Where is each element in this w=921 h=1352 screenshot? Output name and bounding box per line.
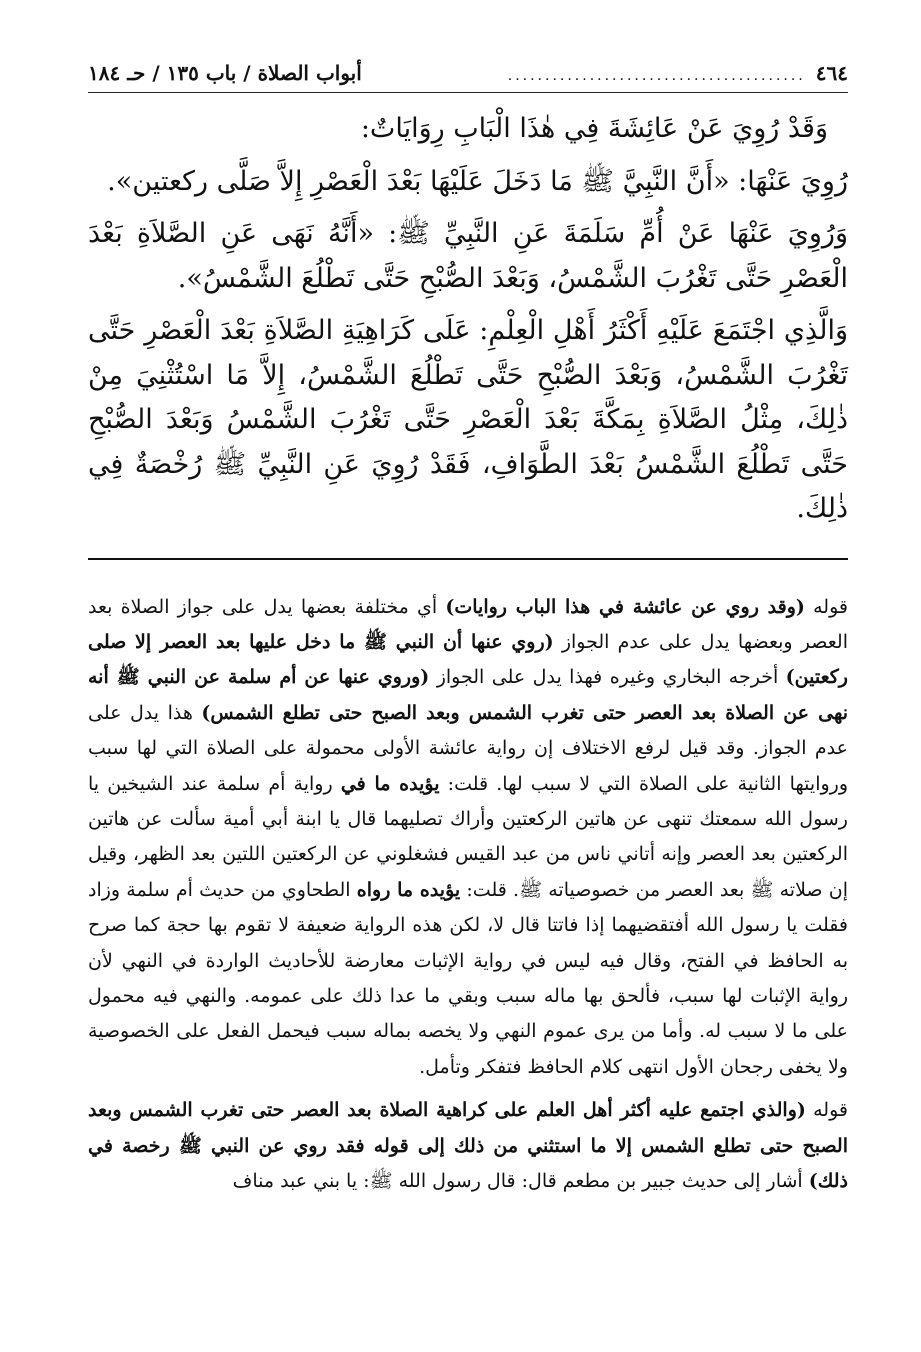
chapter-reference: أبواب الصلاة / باب ١٣٥ / حـ ١٨٤ bbox=[88, 61, 362, 85]
commentary-text: أشار إلى حديث جبير بن مطعم قال: قال رسول الله ﷺ: يا بني عبد مناف bbox=[232, 1170, 809, 1192]
quoted-phrase: (روي عنها أن النبي ﷺ ما دخل عليها بعد العصر إلا صلى ركعتين) bbox=[88, 630, 848, 689]
quoted-phrase: (والذي اجتمع عليه أكثر أهل العلم على كراهية الصلاة بعد العصر حتى تغرب الشمس وبعد الصبح حتى تطلع الشمس إلا ما استثني من ذلك إلى قوله فقد روي عن النبي ﷺ رخصة في ذلك) bbox=[88, 1099, 848, 1192]
commentary-paragraph bbox=[88, 590, 848, 1086]
main-text-paragraph: وَالَّذِي اجْتَمَعَ عَلَيْهِ أَكْثَرُ أَهْلِ الْعِلْمِ: عَلَى كَرَاهِيَةِ الصَّلاَةِ بَعْدَ الْعَصْرِ حَتَّى تَغْرُبَ الشَّمْسُ، وَبَعْدَ الصُّبْحِ حَتَّى تَطْلُعَ الشَّمْسُ، إِلاَّ مَا اسْتُثْنِيَ مِنْ ذٰلِكَ، مِثْلُ الصَّلاَةِ بِمَكَّةَ بَعْدَ الْعَصْرِ حَتَّى تَغْرُبَ الشَّمْسُ وَبَعْدَ الصُّبْحِ حَتَّى تَطْلُعَ الشَّمْسُ بَعْدَ الطَّوَافِ، فَقَدْ رُوِيَ عَنِ النَّبِيِّ ﷺ رُخْصَةٌ فِي ذٰلِكَ. bbox=[88, 315, 848, 524]
commentary-text: رواية أم سلمة عند الشيخين يا رسول الله سمعتك تنهى عن هاتين الركعتين وأراك تصليهما قال يا ابنة أبي أمية سألت عن هاتين الركعتين بعد العصر وإنه أتاني ناس من عبد القيس فشغلوني عن الركعتين اللتين بعد الظهر، وقيل إن صلاته ﷺ بعد العصر من خصوصياته ﷺ. قلت: bbox=[88, 772, 848, 901]
quoted-phrase: يؤيده ما في bbox=[340, 772, 440, 795]
commentary-paragraph bbox=[88, 1093, 848, 1199]
page-number: ٤٦٤ bbox=[815, 61, 848, 85]
main-text bbox=[88, 107, 848, 532]
commentary-text: قوله bbox=[804, 595, 848, 618]
book-page bbox=[88, 56, 848, 1207]
quoted-phrase: (وروي عنها عن أم سلمة عن النبي ﷺ أنه نهى عن الصلاة بعد العصر حتى تغرب الشمس وبعد الصبح حتى تطلع الشمس) bbox=[88, 666, 848, 724]
main-text-paragraph: وَقَدْ رُوِيَ عَنْ عَائِشَةَ فِي هٰذَا الْبَابِ رِوَايَاتٌ: bbox=[360, 113, 828, 144]
commentary-text: قوله bbox=[805, 1099, 848, 1122]
commentary bbox=[88, 590, 848, 1200]
quoted-phrase: يؤيده ما رواه bbox=[356, 878, 461, 901]
main-text-paragraph: وَرُوِيَ عَنْهَا عَنْ أُمِّ سَلَمَةَ عَنِ النَّبِيِّ ﷺ: «أَنَّهُ نَهَى عَنِ الصَّلاَةِ بَعْدَ الْعَصْرِ حَتَّى تَغْرُبَ الشَّمْسُ، وَبَعْدَ الصُّبْحِ حَتَّى تَطْلُعَ الشَّمْسُ». bbox=[88, 218, 848, 294]
commentary-text: أي مختلفة بعضها يدل على جواز الصلاة بعد العصر وبعضها يدل على عدم الجواز bbox=[88, 595, 848, 653]
commentary-separator bbox=[88, 558, 848, 560]
running-header bbox=[88, 56, 848, 90]
quoted-phrase: (وقد روي عن عائشة في هذا الباب روايات) bbox=[445, 595, 805, 618]
main-text-paragraph: رُوِيَ عَنْهَا: «أَنَّ النَّبِيَّ ﷺ مَا دَخَلَ عَلَيْهَا بَعْدَ الْعَصْرِ إِلاَّ صَلَّى ركعتين». bbox=[107, 165, 848, 197]
header-dot-leader: ........................................ bbox=[507, 68, 806, 84]
commentary-text: الطحاوي من حديث أم سلمة وزاد فقلت يا رسول الله أفتقضيهما إذا فاتتا قال لا، لكن هذه الرواية ضعيفة لا تقوم بها حجة كما صرح به الحافظ في الفتح، وقال فيه ليس في رواية الإثبات معارضة للأحاديث الواردة في النهي لأن رواية الإثبات لها سبب، فألحق بها ماله سبب وبقي ما عدا ذلك على عمومه. والنهي فيه محمول على ما لا سبب له. وأما من يرى عموم النهي ولا يخصه بماله سبب فيحمل الفعل على الخصوصية ولا يخفى رجحان الأول انتهى كلام الحافظ فتفكر وتأمل. bbox=[88, 878, 848, 1078]
commentary-text: هذا يدل على عدم الجواز. وقد قيل لرفع الاختلاف إن رواية عائشة الأولى محمولة على الصلاة التي لها سبب وروايتها الثانية على الصلاة التي لا سبب لها. قلت: bbox=[88, 701, 849, 795]
commentary-text: أخرجه البخاري وغيره فهذا يدل على الجواز bbox=[429, 666, 786, 689]
